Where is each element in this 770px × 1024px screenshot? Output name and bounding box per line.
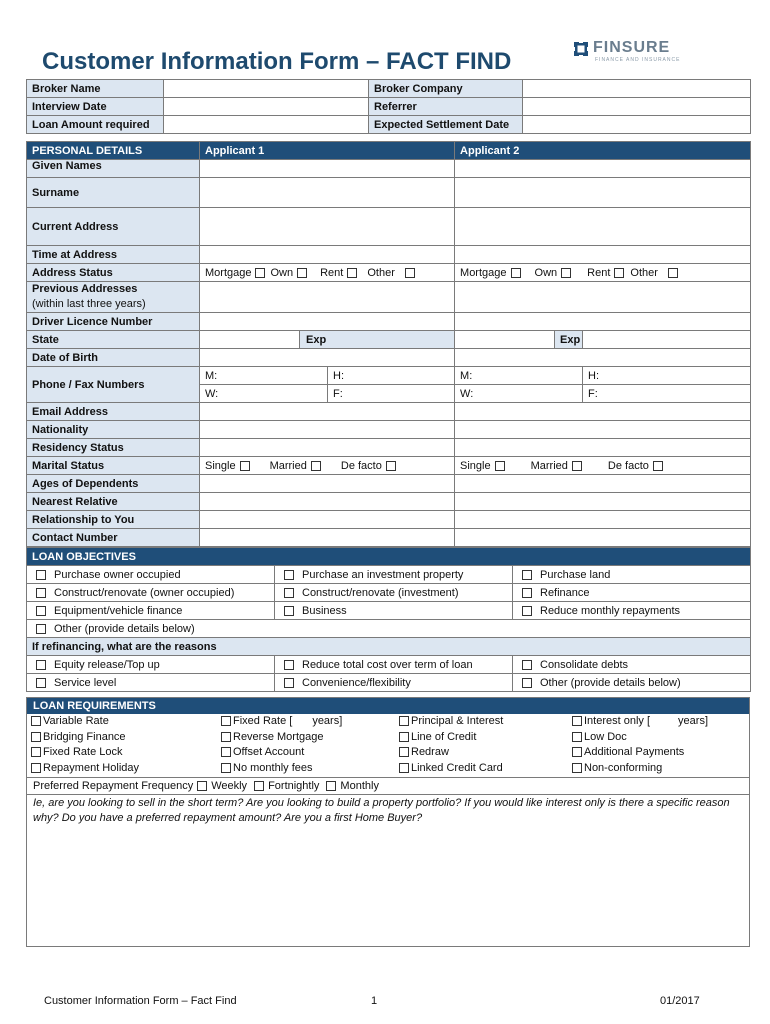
purchase-land-label: Purchase land xyxy=(540,568,611,581)
equity-release-label: Equity release/Top up xyxy=(54,658,160,671)
rent-checkbox[interactable] xyxy=(614,268,624,278)
interview-date-field[interactable] xyxy=(164,98,369,116)
nationality-a1[interactable] xyxy=(200,421,455,439)
surname-a1[interactable] xyxy=(200,178,455,208)
equipment-label: Equipment/vehicle finance xyxy=(54,604,183,617)
relationship-a1[interactable] xyxy=(200,511,455,529)
offset-checkbox[interactable] xyxy=(221,747,231,757)
page-title: Customer Information Form – FACT FIND xyxy=(42,48,512,75)
married-label: Married xyxy=(269,459,307,472)
previous-addresses-a1[interactable] xyxy=(200,282,455,313)
married-checkbox[interactable] xyxy=(311,461,321,471)
settlement-date-label: Expected Settlement Date xyxy=(369,116,523,134)
business-option[interactable] xyxy=(275,602,513,620)
requirements-notes[interactable]: Ie, are you looking to sell in the short term? Are you looking to build a property portfolio? If you would like interest only is there a specific reason why? Do you have a preferred repayment amount? Are you a first Home Buyer? xyxy=(33,797,730,824)
reduce-repayments-option[interactable] xyxy=(513,602,751,620)
reverse-mortgage-option[interactable] xyxy=(219,731,324,743)
dob-a1[interactable] xyxy=(200,349,455,367)
loan-requirements-section xyxy=(26,697,750,947)
relationship-label: Relationship to You xyxy=(27,511,200,529)
given-names-label: Given Names xyxy=(27,160,200,178)
defacto-checkbox[interactable] xyxy=(653,461,663,471)
bridging-option[interactable] xyxy=(29,731,126,743)
interest-only-label: Interest only [ xyxy=(584,715,651,727)
other-checkbox[interactable] xyxy=(668,268,678,278)
repayment-holiday-label: Repayment Holiday xyxy=(43,761,139,774)
requirements-row-3 xyxy=(27,746,749,762)
other-details-checkbox[interactable] xyxy=(522,678,532,688)
referrer-field[interactable] xyxy=(523,98,751,116)
contact-number-label: Contact Number xyxy=(27,529,200,547)
weekly-checkbox[interactable] xyxy=(197,781,207,791)
contact-number-a1[interactable] xyxy=(200,529,455,547)
phone-fax-label: Phone / Fax Numbers xyxy=(27,367,200,403)
married-label: Married xyxy=(530,459,568,472)
exp-label-a2: Exp xyxy=(555,331,583,349)
mobile-a2[interactable]: M: xyxy=(455,367,583,385)
additional-payments-option[interactable] xyxy=(570,746,684,758)
defacto-label: De facto xyxy=(607,459,649,472)
loan-objectives-heading: LOAN OBJECTIVES xyxy=(27,548,751,566)
address-status-a2 xyxy=(455,264,751,282)
business-checkbox[interactable] xyxy=(284,606,294,616)
state-label: State xyxy=(27,331,200,349)
mobile-a1[interactable]: M: xyxy=(200,367,328,385)
current-address-label: Current Address xyxy=(27,208,200,246)
reverse-mortgage-label: Reverse Mortgage xyxy=(233,730,324,743)
purchase-owner-checkbox[interactable] xyxy=(36,570,46,580)
current-address-a2[interactable] xyxy=(455,208,751,246)
construct-owner-label: Construct/renovate (owner occupied) xyxy=(54,586,235,599)
repayment-holiday-option[interactable] xyxy=(29,762,139,774)
construct-investment-checkbox[interactable] xyxy=(284,588,294,598)
construct-investment-label: Construct/renovate (investment) xyxy=(302,586,459,599)
relationship-a2[interactable] xyxy=(455,511,751,529)
residency-a2[interactable] xyxy=(455,439,751,457)
purchase-investment-label: Purchase an investment property xyxy=(302,568,464,581)
refinance-label: Refinance xyxy=(540,586,590,599)
own-label: Own xyxy=(534,266,558,279)
non-conforming-checkbox[interactable] xyxy=(572,763,582,773)
dependents-a1[interactable] xyxy=(200,475,455,493)
fixed-rate-label: Fixed Rate [ xyxy=(233,715,293,727)
current-address-a1[interactable] xyxy=(200,208,455,246)
previous-addresses-title: Previous Addresses xyxy=(32,283,138,295)
equity-release-checkbox[interactable] xyxy=(36,660,46,670)
interview-date-label: Interview Date xyxy=(27,98,164,116)
loan-objectives-table xyxy=(26,547,751,692)
contact-number-a2[interactable] xyxy=(455,529,751,547)
broker-info-table xyxy=(26,79,751,134)
email-label: Email Address xyxy=(27,403,200,421)
reduce-repayments-label: Reduce monthly repayments xyxy=(540,604,681,617)
requirements-row-4 xyxy=(27,762,749,778)
previous-addresses-label xyxy=(27,282,200,313)
principal-interest-label: Principal & Interest xyxy=(411,715,504,727)
monthly-label: Monthly xyxy=(340,780,379,792)
mortgage-label: Mortgage xyxy=(460,266,507,279)
line-of-credit-checkbox[interactable] xyxy=(399,732,409,742)
work-a2[interactable]: W: xyxy=(455,385,583,403)
loan-amount-label: Loan Amount required xyxy=(27,116,164,134)
driver-licence-label: Driver Licence Number xyxy=(27,313,200,331)
rent-label: Rent xyxy=(320,266,344,279)
purchase-owner-label: Purchase owner occupied xyxy=(54,568,181,581)
rent-checkbox[interactable] xyxy=(347,268,357,278)
applicant2-heading: Applicant 2 xyxy=(455,142,751,160)
bridging-checkbox[interactable] xyxy=(31,732,41,742)
marital-status-a1 xyxy=(200,457,455,475)
nearest-relative-a1[interactable] xyxy=(200,493,455,511)
logo-wordmark: FINSURE xyxy=(593,39,671,56)
consolidate-option[interactable] xyxy=(513,656,751,674)
purchase-owner-option[interactable] xyxy=(27,566,275,584)
redraw-option[interactable] xyxy=(397,746,449,758)
redraw-label: Redraw xyxy=(411,746,449,758)
service-level-label: Service level xyxy=(54,676,117,689)
fortnightly-label: Fortnightly xyxy=(268,780,320,792)
address-status-label: Address Status xyxy=(27,264,200,282)
time-at-address-a2[interactable] xyxy=(455,246,751,264)
interest-only-years-label: years] xyxy=(678,715,709,727)
other-details-option[interactable] xyxy=(513,674,751,692)
single-checkbox[interactable] xyxy=(495,461,505,471)
driver-licence-a1[interactable] xyxy=(200,313,455,331)
other-objective-label: Other (provide details below) xyxy=(54,622,195,635)
monthly-checkbox[interactable] xyxy=(326,781,336,791)
repayment-holiday-checkbox[interactable] xyxy=(31,763,41,773)
non-conforming-label: Non-conforming xyxy=(584,761,663,774)
fixed-rate-lock-option[interactable] xyxy=(29,746,122,758)
address-status-a1 xyxy=(200,264,455,282)
reduce-total-cost-option[interactable] xyxy=(275,656,513,674)
exp-label-a1: Exp xyxy=(300,331,455,349)
defacto-label: De facto xyxy=(340,459,382,472)
broker-company-field[interactable] xyxy=(523,80,751,98)
fixed-rate-lock-label: Fixed Rate Lock xyxy=(43,746,123,758)
residency-label: Residency Status xyxy=(27,439,200,457)
repayment-frequency-row xyxy=(27,777,749,795)
interest-only-option[interactable] xyxy=(570,715,708,727)
exp-a2[interactable] xyxy=(583,331,751,349)
other-objective-checkbox[interactable] xyxy=(36,624,46,634)
single-label: Single xyxy=(205,459,236,472)
fax-a1[interactable]: F: xyxy=(328,385,455,403)
business-label: Business xyxy=(302,604,347,617)
other-label: Other xyxy=(367,266,395,279)
defacto-checkbox[interactable] xyxy=(386,461,396,471)
fixed-years-label: years] xyxy=(312,715,343,727)
previous-addresses-a2[interactable] xyxy=(455,282,751,313)
principal-interest-option[interactable] xyxy=(397,715,503,727)
requirements-row-2 xyxy=(27,731,749,747)
mortgage-checkbox[interactable] xyxy=(255,268,265,278)
other-details-label: Other (provide details below) xyxy=(540,676,681,689)
reverse-mortgage-checkbox[interactable] xyxy=(221,732,231,742)
nearest-relative-a2[interactable] xyxy=(455,493,751,511)
single-checkbox[interactable] xyxy=(240,461,250,471)
refinance-option[interactable] xyxy=(513,584,751,602)
additional-payments-label: Additional Payments xyxy=(584,746,685,758)
personal-details-heading: PERSONAL DETAILS xyxy=(27,142,200,160)
state-a2[interactable] xyxy=(455,331,555,349)
broker-company-label: Broker Company xyxy=(369,80,523,98)
surname-label: Surname xyxy=(27,178,200,208)
other-objective-option[interactable] xyxy=(27,620,751,638)
no-monthly-fees-checkbox[interactable] xyxy=(221,763,231,773)
nationality-a2[interactable] xyxy=(455,421,751,439)
marital-status-a2 xyxy=(455,457,751,475)
line-of-credit-label: Line of Credit xyxy=(411,730,477,743)
other-label: Other xyxy=(630,266,658,279)
finsure-logo xyxy=(573,40,723,70)
previous-addresses-note: (within last three years) xyxy=(32,298,146,310)
non-conforming-option[interactable] xyxy=(570,762,662,774)
service-level-checkbox[interactable] xyxy=(36,678,46,688)
email-a2[interactable] xyxy=(455,403,751,421)
fixed-rate-checkbox[interactable] xyxy=(221,716,231,726)
consolidate-checkbox[interactable] xyxy=(522,660,532,670)
linked-credit-card-option[interactable] xyxy=(397,762,503,774)
other-checkbox[interactable] xyxy=(405,268,415,278)
dob-a2[interactable] xyxy=(455,349,751,367)
dob-label: Date of Birth xyxy=(27,349,200,367)
redraw-checkbox[interactable] xyxy=(399,747,409,757)
state-a1[interactable] xyxy=(200,331,300,349)
time-at-address-a1[interactable] xyxy=(200,246,455,264)
requirements-row-1 xyxy=(27,715,749,731)
purchase-land-option[interactable] xyxy=(513,566,751,584)
refinance-checkbox[interactable] xyxy=(522,588,532,598)
additional-payments-checkbox[interactable] xyxy=(572,747,582,757)
principal-interest-checkbox[interactable] xyxy=(399,716,409,726)
low-doc-option[interactable] xyxy=(570,731,627,743)
applicant1-heading: Applicant 1 xyxy=(200,142,455,160)
no-monthly-fees-label: No monthly fees xyxy=(233,761,313,774)
settlement-date-field[interactable] xyxy=(523,116,751,134)
personal-details-table xyxy=(26,141,751,547)
interest-only-checkbox[interactable] xyxy=(572,716,582,726)
requirements-grid xyxy=(27,715,749,827)
consolidate-label: Consolidate debts xyxy=(540,658,629,671)
dependents-a2[interactable] xyxy=(455,475,751,493)
finsure-logo-icon xyxy=(573,41,589,57)
loan-requirements-heading: LOAN REQUIREMENTS xyxy=(27,698,749,714)
construct-owner-option[interactable] xyxy=(27,584,275,602)
linked-credit-card-checkbox[interactable] xyxy=(399,763,409,773)
email-a1[interactable] xyxy=(200,403,455,421)
fortnightly-checkbox[interactable] xyxy=(254,781,264,791)
convenience-checkbox[interactable] xyxy=(284,678,294,688)
home-a2[interactable]: H: xyxy=(583,367,751,385)
rent-label: Rent xyxy=(587,266,611,279)
weekly-label: Weekly xyxy=(211,780,248,792)
equipment-checkbox[interactable] xyxy=(36,606,46,616)
variable-rate-option[interactable] xyxy=(29,715,109,727)
logo-tagline: FINANCE AND INSURANCE xyxy=(595,57,681,63)
fixed-rate-lock-checkbox[interactable] xyxy=(31,747,41,757)
low-doc-label: Low Doc xyxy=(584,730,627,743)
mortgage-label: Mortgage xyxy=(205,266,252,279)
purchase-investment-option[interactable] xyxy=(275,566,513,584)
nearest-relative-label: Nearest Relative xyxy=(27,493,200,511)
referrer-label: Referrer xyxy=(369,98,523,116)
given-names-a1[interactable] xyxy=(200,160,455,178)
driver-licence-a2[interactable] xyxy=(455,313,751,331)
construct-investment-option[interactable] xyxy=(275,584,513,602)
own-checkbox[interactable] xyxy=(561,268,571,278)
footer-page-number: 1 xyxy=(371,995,378,1007)
low-doc-checkbox[interactable] xyxy=(572,732,582,742)
surname-a2[interactable] xyxy=(455,178,751,208)
linked-credit-card-label: Linked Credit Card xyxy=(411,761,503,774)
given-names-a2[interactable] xyxy=(455,160,751,178)
mortgage-checkbox[interactable] xyxy=(511,268,521,278)
equipment-option[interactable] xyxy=(27,602,275,620)
service-level-option[interactable] xyxy=(27,674,275,692)
purchase-land-checkbox[interactable] xyxy=(522,570,532,580)
no-monthly-fees-option[interactable] xyxy=(219,762,312,774)
bridging-label: Bridging Finance xyxy=(43,730,126,743)
reduce-repayments-checkbox[interactable] xyxy=(522,606,532,616)
broker-name-label: Broker Name xyxy=(27,80,164,98)
married-checkbox[interactable] xyxy=(572,461,582,471)
variable-rate-checkbox[interactable] xyxy=(31,716,41,726)
convenience-label: Convenience/flexibility xyxy=(302,676,411,689)
own-label: Own xyxy=(270,266,294,279)
line-of-credit-option[interactable] xyxy=(397,731,476,743)
repayment-frequency-label: Preferred Repayment Frequency xyxy=(33,780,194,792)
broker-name-field[interactable] xyxy=(164,80,369,98)
offset-option[interactable] xyxy=(219,746,304,758)
dependents-label: Ages of Dependents xyxy=(27,475,200,493)
fax-a2[interactable]: F: xyxy=(583,385,751,403)
marital-status-label: Marital Status xyxy=(27,457,200,475)
construct-owner-checkbox[interactable] xyxy=(36,588,46,598)
footer-date: 01/2017 xyxy=(660,995,700,1007)
nationality-label: Nationality xyxy=(27,421,200,439)
purchase-investment-checkbox[interactable] xyxy=(284,570,294,580)
single-label: Single xyxy=(460,459,491,472)
home-a1[interactable]: H: xyxy=(328,367,455,385)
equity-release-option[interactable] xyxy=(27,656,275,674)
reduce-total-cost-checkbox[interactable] xyxy=(284,660,294,670)
loan-amount-field[interactable] xyxy=(164,116,369,134)
work-a1[interactable]: W: xyxy=(200,385,328,403)
fixed-rate-option[interactable] xyxy=(219,715,342,727)
footer-title: Customer Information Form – Fact Find xyxy=(44,995,237,1007)
variable-rate-label: Variable Rate xyxy=(43,715,109,727)
residency-a1[interactable] xyxy=(200,439,455,457)
convenience-option[interactable] xyxy=(275,674,513,692)
reduce-total-cost-label: Reduce total cost over term of loan xyxy=(302,658,473,671)
time-at-address-label: Time at Address xyxy=(27,246,200,264)
own-checkbox[interactable] xyxy=(297,268,307,278)
offset-label: Offset Account xyxy=(233,746,305,758)
refinance-reasons-heading: If refinancing, what are the reasons xyxy=(27,638,751,656)
